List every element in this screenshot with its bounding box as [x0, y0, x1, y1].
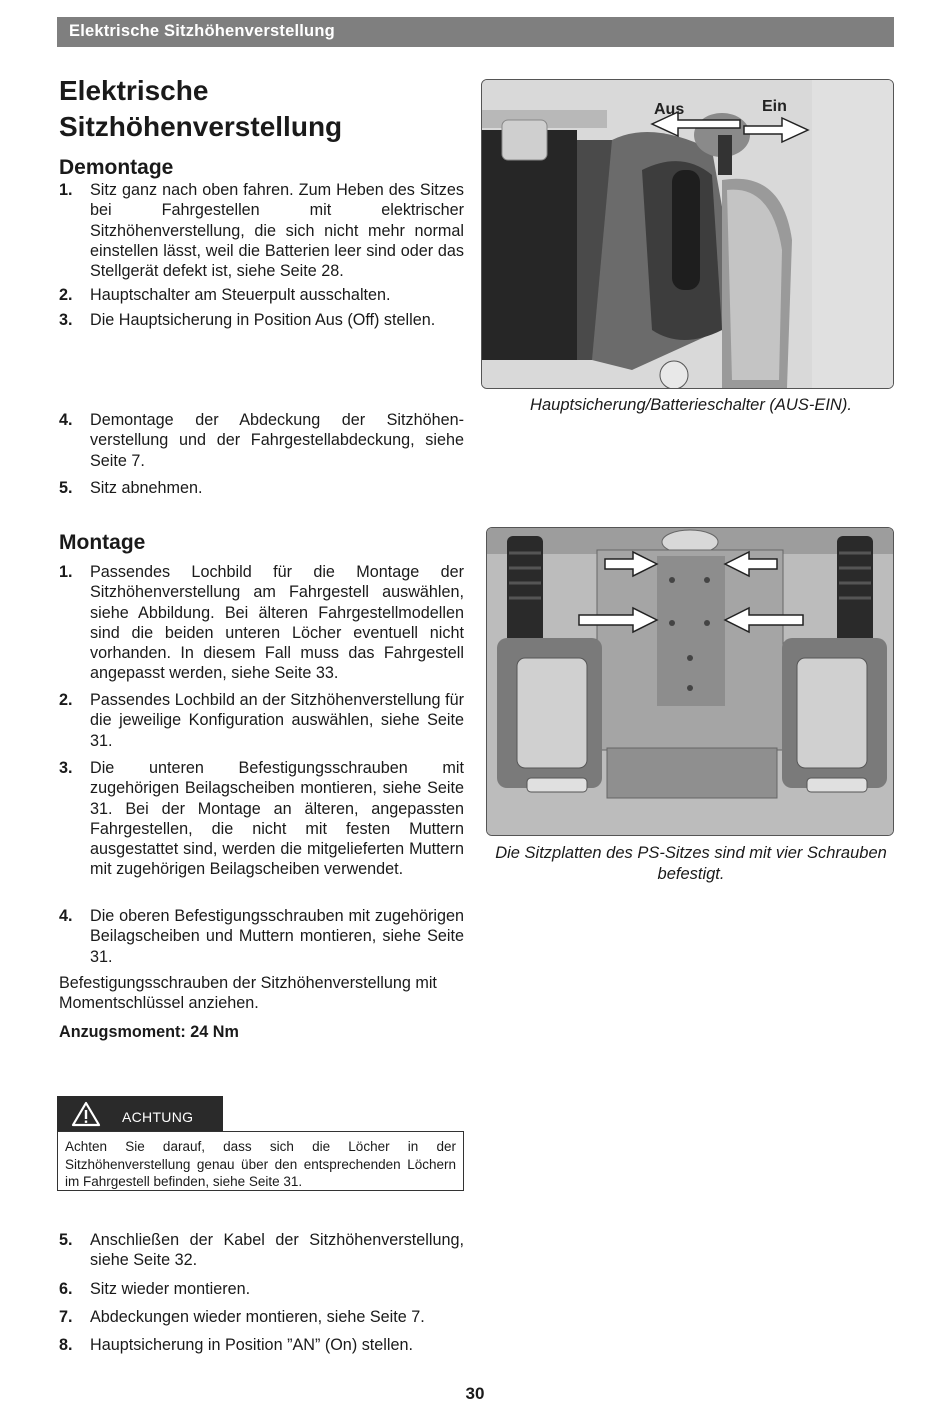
section-header-title: Elektrische Sitzhöhenverstellung [69, 22, 335, 40]
step-number: 2. [59, 286, 73, 304]
warning-text-box [57, 1131, 464, 1191]
step-number: 4. [59, 907, 73, 925]
step-text: Die unteren Befestigungsschrauben mit zugehörigen Beilagscheiben montieren, siehe Seite 31. Bei der Montage an älteren, angepassten Fahrgestellen, die nicht mit festen Muttern ausgestattet sind, werden die mitgelieferten Muttern mit zugehörigen Beilagscheiben verwendet. [90, 759, 464, 879]
step-number: 1. [59, 181, 73, 199]
montage-step-6 [59, 1279, 464, 1299]
step-text: Demontage der Abdeckung der Sitzhöhen-verstellung und der Fahrgestellabdeckung, siehe Seite 7. [90, 411, 464, 470]
montage-step-7 [59, 1307, 464, 1327]
step-number: 2. [59, 691, 73, 709]
montage-step-3 [59, 758, 464, 880]
demontage-step-2 [59, 285, 464, 305]
step-number: 8. [59, 1336, 73, 1354]
step-number: 5. [59, 479, 73, 497]
demontage-step-5 [59, 478, 464, 498]
step-number: 6. [59, 1280, 73, 1298]
seat-plate-figure [486, 527, 894, 836]
step-text: Anschließen der Kabel der Sitzhöhenverstellung, siehe Seite 32. [90, 1231, 464, 1270]
montage-step-4 [59, 906, 464, 967]
warning-box [57, 1096, 464, 1190]
demontage-step-4 [59, 410, 464, 471]
step-text: Sitz wieder montieren. [90, 1280, 251, 1298]
warning-triangle-icon [71, 1101, 101, 1132]
section-header-bar [57, 17, 894, 47]
step-number: 3. [59, 759, 73, 777]
step-text: Die oberen Befestigungsschrauben mit zugehörigen Beilagscheiben und Muttern montieren, siehe Seite 31. [90, 907, 464, 966]
warning-header [57, 1096, 223, 1131]
step-number: 5. [59, 1231, 73, 1249]
page-title-line1: Elektrische [59, 75, 209, 106]
main-fuse-illustration [482, 80, 893, 388]
montage-step-1 [59, 562, 464, 684]
step-text: Passendes Lochbild für die Montage der Sitzhöhenverstellung am Fahrgestell auswählen, siehe Abbildung. Bei älteren Fahrgestellmodellen sind die beiden unteren Löcher eventuell nicht vorhanden. In diesem Fall muss das Fahrgestell angepasst werden, siehe Seite 33. [90, 563, 464, 683]
step-number: 1. [59, 563, 73, 581]
page-number: 30 [465, 1384, 485, 1403]
label-on: Ein [762, 98, 787, 115]
step-text: Die Hauptsicherung in Position Aus (Off) stellen. [90, 311, 436, 329]
page-title-line2: Sitzhöhenverstellung [59, 111, 343, 142]
figure2-caption: Die Sitzplatten des PS-Sitzes sind mit vier Schrauben befestigt. [495, 844, 887, 883]
warning-text: Achten Sie darauf, dass sich die Löcher in der Sitzhöhenverstellung genau über den entsprechenden Löchern im Fahrgestell befinden, siehe Seite 31. [65, 1139, 456, 1189]
seat-plate-illustration [487, 528, 893, 835]
figure1-caption: Hauptsicherung/Batterieschalter (AUS-EIN). [530, 396, 852, 414]
warning-label: ACHTUNG [122, 1109, 194, 1125]
step-number: 3. [59, 311, 73, 329]
montage-step-8 [59, 1335, 464, 1355]
page-title [59, 73, 342, 145]
montage-step-2 [59, 690, 464, 751]
main-fuse-figure [481, 79, 894, 389]
demontage-step-1 [59, 180, 464, 281]
step-text: Hauptschalter am Steuerpult ausschalten. [90, 286, 391, 304]
step-text: Abdeckungen wieder montieren, siehe Seite 7. [90, 1308, 425, 1326]
torque-value: Anzugsmoment: 24 Nm [59, 1023, 239, 1041]
step-text: Hauptsicherung in Position ”AN” (On) stellen. [90, 1336, 413, 1354]
demontage-heading: Demontage [59, 156, 174, 179]
label-off: Aus [654, 101, 685, 118]
montage-heading: Montage [59, 531, 146, 554]
step-number: 4. [59, 411, 73, 429]
montage-step-5 [59, 1230, 464, 1271]
tightening-note: Befestigungsschrauben der Sitzhöhenverstellung mit Momentschlüssel anziehen. [59, 974, 437, 1013]
step-text: Sitz ganz nach oben fahren. Zum Heben des Sitzes bei Fahrgestellen mit elektrischer Sitzhöhenverstellung, die sich nicht mehr normal einstellen lässt, weil die Batterien leer sind oder das Stellgerät defekt ist, siehe Seite 28. [90, 181, 464, 281]
step-text: Sitz abnehmen. [90, 479, 203, 497]
step-number: 7. [59, 1308, 73, 1326]
step-text: Passendes Lochbild an der Sitzhöhenverstellung für die jeweilige Konfiguration auswählen, siehe Seite 31. [90, 691, 464, 750]
demontage-step-3 [59, 310, 464, 330]
